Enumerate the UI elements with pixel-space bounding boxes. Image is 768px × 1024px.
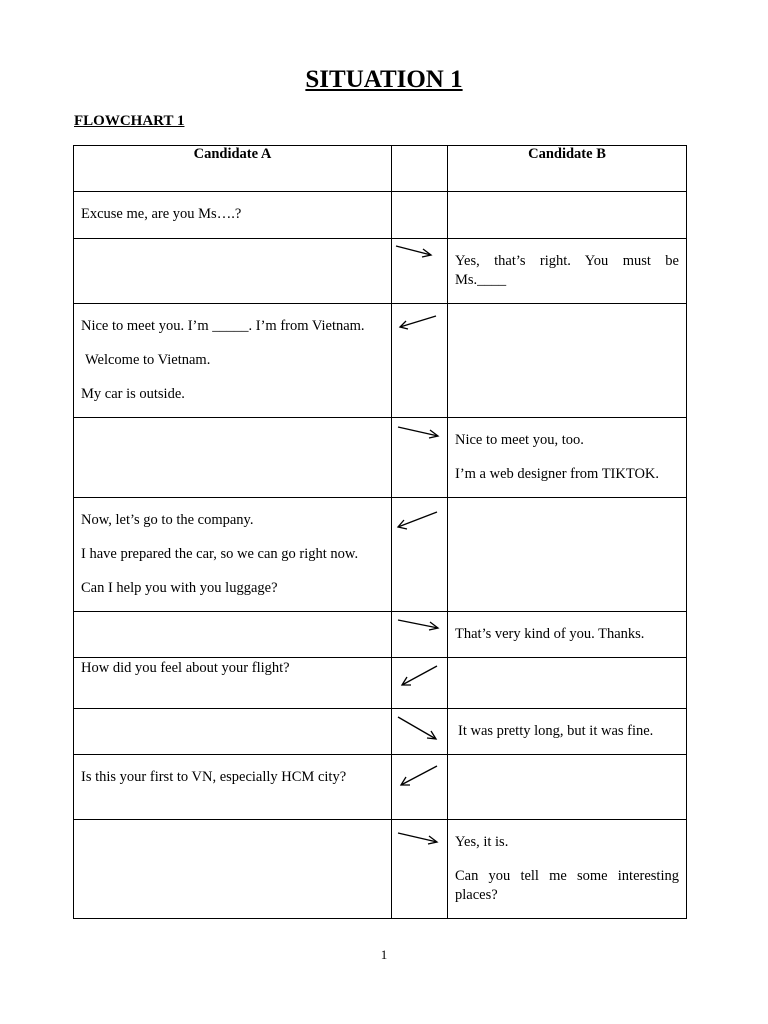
table-row xyxy=(74,755,687,820)
table-row xyxy=(74,658,687,709)
arrow-cell xyxy=(392,304,448,418)
arrow-cell xyxy=(392,709,448,755)
candidate-b-cell xyxy=(448,658,687,709)
candidate-b-cell xyxy=(448,418,687,498)
candidate-a-cell xyxy=(74,418,392,498)
candidate-a-cell xyxy=(74,820,392,919)
dialogue-line: Can you tell me some interesting places? xyxy=(455,868,679,903)
table-row xyxy=(74,239,687,304)
candidate-b-cell xyxy=(448,755,687,820)
page-title: SITUATION 1 xyxy=(305,66,463,93)
dialogue-line: Yes, it is. xyxy=(455,834,509,850)
dialogue-line: Yes, that’s right. You must be Ms.____ xyxy=(455,253,679,288)
candidate-b-cell xyxy=(448,498,687,612)
arrow-cell xyxy=(392,498,448,612)
candidate-a-cell xyxy=(74,192,392,239)
arrow-cell xyxy=(392,612,448,658)
flowchart-subtitle: FLOWCHART 1 xyxy=(74,113,185,129)
candidate-a-cell xyxy=(74,239,392,304)
table-row xyxy=(74,820,687,919)
table-row xyxy=(74,304,687,418)
arrow-cell xyxy=(392,239,448,304)
candidate-a-cell xyxy=(74,498,392,612)
left-arrow-icon xyxy=(392,755,448,820)
candidate-b-cell xyxy=(448,192,687,239)
right-arrow-icon xyxy=(392,239,448,304)
candidate-a-cell xyxy=(74,612,392,658)
right-arrow-icon xyxy=(392,612,448,658)
left-arrow-icon xyxy=(392,304,448,418)
candidate-a-cell xyxy=(74,709,392,755)
page-number: 1 xyxy=(380,947,388,962)
header-arrow-column xyxy=(392,146,448,192)
dialogue-line: Nice to meet you. I’m _____. I’m from Vietnam. xyxy=(81,318,365,334)
arrow-cell xyxy=(392,192,448,239)
candidate-b-cell xyxy=(448,612,687,658)
table-row xyxy=(74,498,687,612)
left-arrow-icon xyxy=(392,498,448,612)
arrow-cell xyxy=(392,755,448,820)
candidate-b-cell xyxy=(448,239,687,304)
left-arrow-icon xyxy=(392,658,448,709)
arrow-cell xyxy=(392,820,448,919)
table-row xyxy=(74,612,687,658)
dialogue-line: It was pretty long, but it was fine. xyxy=(458,723,654,739)
candidate-a-cell xyxy=(74,755,392,820)
candidate-b-cell xyxy=(448,304,687,418)
dialogue-line: I’m a web designer from TIKTOK. xyxy=(455,466,660,482)
dialogue-line: That’s very kind of you. Thanks. xyxy=(455,626,645,642)
table-row xyxy=(74,192,687,239)
table-header-row xyxy=(74,146,687,192)
dialogue-line: How did you feel about your flight? xyxy=(81,660,290,676)
table-row xyxy=(74,418,687,498)
dialogue-line: Now, let’s go to the company. xyxy=(81,512,254,528)
candidate-a-cell xyxy=(74,304,392,418)
dialogue-table xyxy=(73,145,687,919)
table-row xyxy=(74,709,687,755)
header-candidate-b: Candidate B xyxy=(448,146,687,192)
dialogue-line: Nice to meet you, too. xyxy=(455,432,584,448)
arrow-cell xyxy=(392,658,448,709)
dialogue-line: Welcome to Vietnam. xyxy=(85,352,211,368)
candidate-a-cell xyxy=(74,658,392,709)
right-arrow-icon xyxy=(392,709,448,755)
right-arrow-icon xyxy=(392,820,448,919)
candidate-b-cell xyxy=(448,709,687,755)
right-arrow-icon xyxy=(392,418,448,498)
dialogue-line: I have prepared the car, so we can go right now. xyxy=(81,546,359,562)
dialogue-line: Is this your first to VN, especially HCM city? xyxy=(81,769,347,785)
dialogue-line: Excuse me, are you Ms….? xyxy=(81,206,242,222)
dialogue-line: Can I help you with you luggage? xyxy=(81,580,278,596)
dialogue-line: My car is outside. xyxy=(81,386,185,402)
candidate-b-cell xyxy=(448,820,687,919)
header-candidate-a: Candidate A xyxy=(74,146,392,192)
arrow-cell xyxy=(392,418,448,498)
